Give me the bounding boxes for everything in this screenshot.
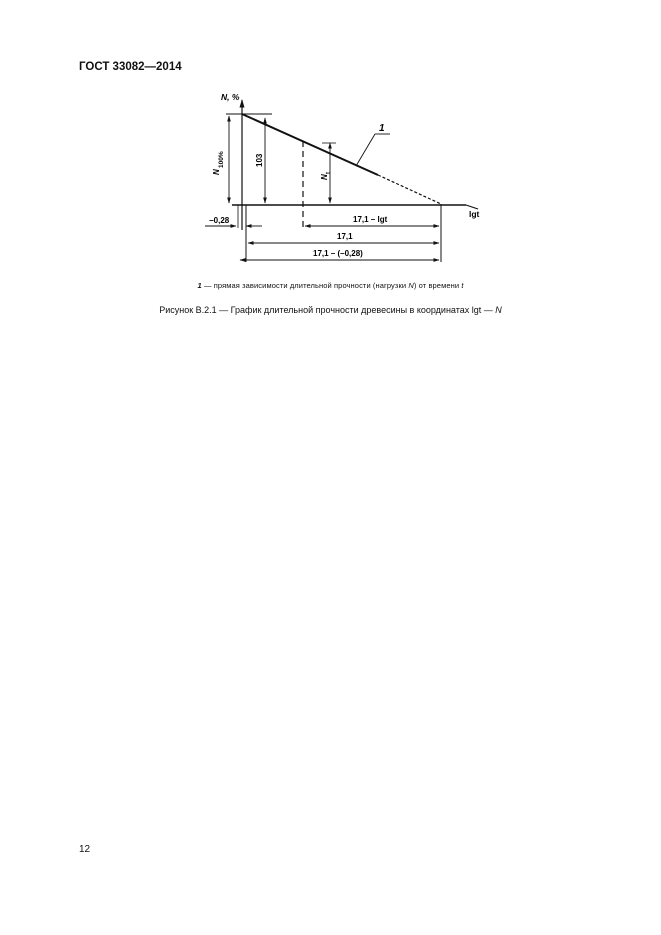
figure-legend: 1 — прямая зависимости длительной прочности (нагрузки N) от времени t: [197, 281, 464, 290]
n100-sub: 100%: [218, 151, 225, 168]
figure-caption: Рисунок В.2.1 — График длительной прочности древесины в координатах lgt — N: [159, 305, 502, 315]
n100-label: N: [212, 169, 221, 175]
nt-sub: t: [326, 172, 332, 174]
callout-number: 1: [379, 123, 385, 134]
dim-label-2: 17,1: [337, 232, 353, 241]
dim-label-1: 17,1 – lgt: [353, 215, 388, 224]
strength-graph: [0, 0, 661, 280]
callout-leader: [356, 134, 375, 166]
page-number: 12: [79, 844, 91, 855]
x-axis-label: lgt: [469, 209, 480, 219]
dim-label-3: 17,1 – (–0,28): [313, 249, 363, 258]
y-axis-label: N, %: [221, 92, 240, 102]
strength-line-dashed: [378, 175, 441, 204]
neg-label: −0,28: [209, 216, 230, 225]
legend-number: 1: [197, 281, 202, 290]
v103-label: 103: [255, 153, 264, 167]
nt-label: N: [320, 174, 329, 180]
document-header: ГОСТ 33082—2014: [79, 61, 182, 73]
